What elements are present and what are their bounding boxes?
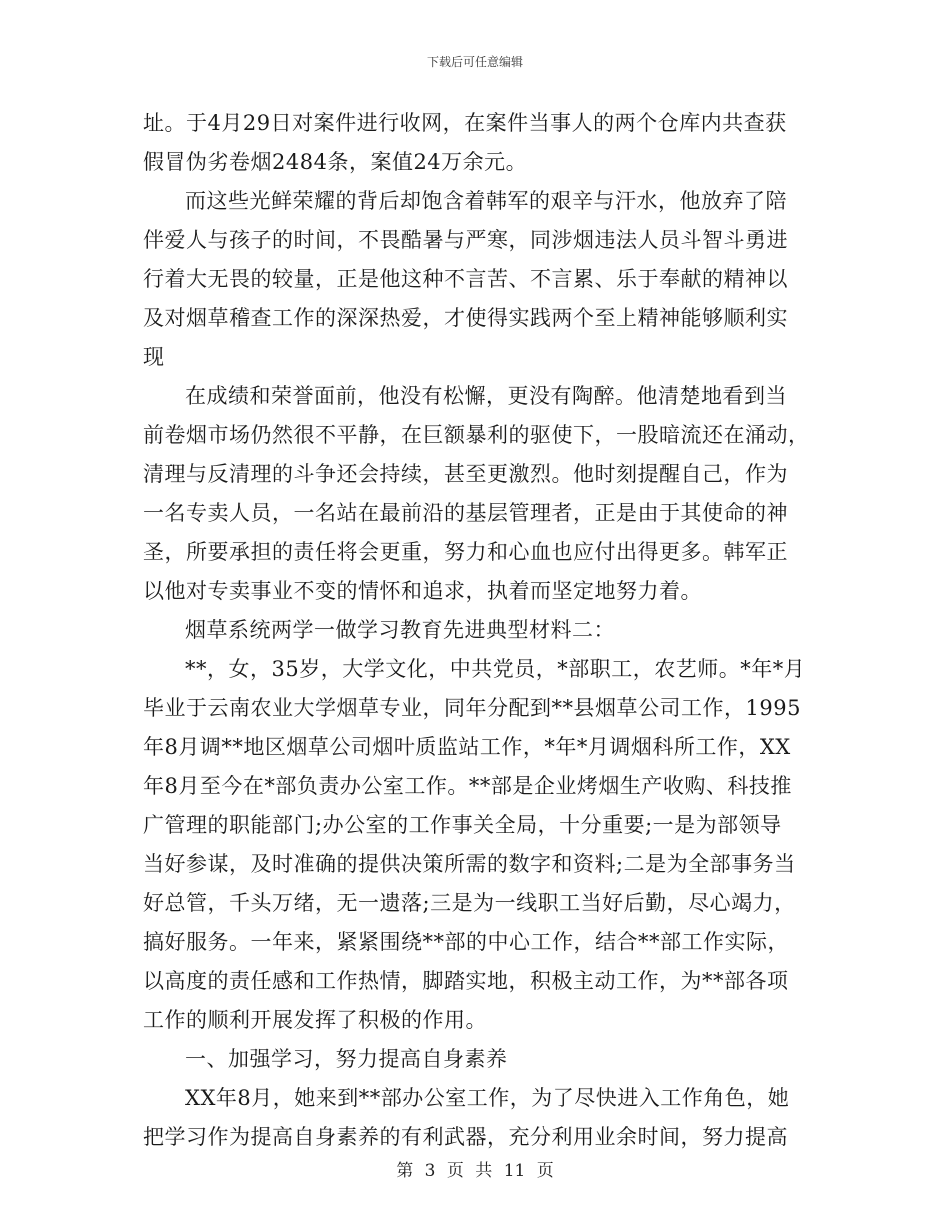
text-line: XX年8月，她来到**部办公室工作，为了尽快进入工作角色，她: [185, 1086, 790, 1110]
text-line: **，女，35岁，大学文化，中共党员，*部职工，农艺师。*年*月: [185, 657, 806, 681]
text-line: 及对烟草稽查工作的深深热爱，才使得实践两个至上精神能够顺利实: [143, 306, 788, 330]
text-line: 而这些光鲜荣耀的背后却饱含着韩军的艰辛与汗水，他放弃了陪: [185, 189, 787, 213]
document-body: [143, 104, 810, 1157]
section-title: 烟草系统两学一做学习教育先进典型材料二：: [185, 618, 615, 642]
text-line: 以他对专卖事业不变的情怀和追求，执着而坚定地努力着。: [143, 579, 702, 603]
text-line: 好总管，千头万绪，无一遗落;三是为一线职工当好后勤，尽心竭力，: [143, 891, 796, 915]
text-line: 清理与反清理的斗争还会持续，甚至更激烈。他时刻提醒自己，作为: [143, 462, 788, 486]
text-line: 假冒伪劣卷烟2484条，案值24万余元。: [143, 150, 528, 174]
text-line: 广管理的职能部门;办公室的工作事关全局，十分重要;一是为部领导: [143, 813, 782, 837]
text-line: 毕业于云南农业大学烟草专业，同年分配到**县烟草公司工作，1995: [143, 696, 801, 720]
text-line: 行着大无畏的较量，正是他这种不言苦、不言累、乐于奉献的精神以: [143, 267, 788, 291]
text-line: 年8月至今在*部负责办公室工作。**部是企业烤烟生产收购、科技推: [143, 774, 792, 798]
text-line: 伴爱人与孩子的时间，不畏酷暑与严寒，同涉烟违法人员斗智斗勇进: [143, 228, 788, 252]
text-line: 搞好服务。一年来，紧紧围绕**部的中心工作，结合**部工作实际，: [143, 930, 789, 954]
text-line: 年8月调**地区烟草公司烟叶质监站工作，*年*月调烟科所工作，XX: [143, 735, 791, 759]
text-line: 前卷烟市场仍然很不平静，在巨额暴利的驱使下，一股暗流还在涌动，: [143, 423, 810, 447]
text-line: 以高度的责任感和工作热情，脚踏实地，积极主动工作，为**部各项: [143, 969, 789, 993]
text-line: 工作的顺利开展发挥了积极的作用。: [143, 1008, 487, 1032]
text-line: 当好参谋，及时准确的提供决策所需的数字和资料;二是为全部事务当: [143, 852, 796, 876]
text-line: 一名专卖人员，一名站在最前沿的基层管理者，正是由于其使命的神: [143, 501, 788, 525]
text-line: 把学习作为提高自身素养的有利武器，充分利用业余时间，努力提高: [143, 1125, 788, 1149]
page-number-footer: 第 3 页 共 11 页: [396, 1161, 554, 1181]
text-line: 现: [143, 345, 165, 369]
page-header-note: 下载后可任意编辑: [426, 55, 523, 69]
text-line: 在成绩和荣誉面前，他没有松懈，更没有陶醉。他清楚地看到当: [185, 384, 787, 408]
subsection-heading: 一、加强学习，努力提高自身素养: [185, 1047, 508, 1071]
text-line: 址。于4月29日对案件进行收网，在案件当事人的两个仓库内共查获: [143, 111, 787, 135]
text-line: 圣，所要承担的责任将会更重，努力和心血也应付出得更多。韩军正: [143, 540, 788, 564]
